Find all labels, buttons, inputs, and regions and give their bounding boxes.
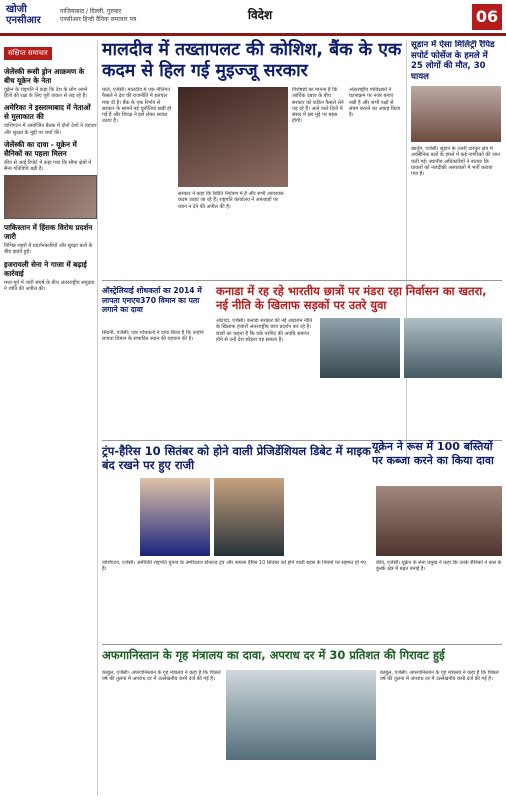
brief-headline: जेलेंस्की रूसी ड्रोन आक्रमण के बीच यूक्रेन के नेता [4, 67, 85, 85]
sudan-photo [411, 86, 501, 142]
brief-headline: पाकिस्तान में हिंसक विरोध प्रदर्शन जारी [4, 223, 93, 242]
maldives-photo [178, 87, 288, 187]
canada-photo-1 [320, 318, 400, 378]
ukraine-photo [376, 486, 502, 556]
section-divider [102, 644, 502, 645]
brief-headline: इजरायली सेना ने गाजा में बढ़ाई कार्रवाई [4, 259, 87, 278]
afghan-text: काबुल, एजेंसी। अफगानिस्तान के गृह मंत्रालय ने कहा है कि पिछले वर्ष की तुलना में अपराध दर में उल्लेखनीय कमी दर्ज की गई है। [102, 670, 221, 683]
afghan-text-2: काबुल, एजेंसी। अफगानिस्तान के गृह मंत्रालय ने कहा है कि पिछले वर्ष की तुलना में अपराध दर में उल्लेखनीय कमी दर्ज की गई है। [380, 670, 499, 683]
canada-headline: कनाडा में रह रहे भारतीय छात्रों पर मंडरा रहा निर्वासन का खतरा, नई नीति के खिलाफ सड़कों पर उतरे युवा [216, 284, 487, 312]
date-line: गाजियाबाद / दिल्ली, गुरुवार [60, 8, 122, 15]
mh370-headline: ऑस्ट्रेलियाई शोधकर्ता का 2014 में लापता एमएच370 विमान का पता लगाने का दावा [102, 286, 202, 314]
brief-photo [4, 175, 97, 219]
maldives-story [102, 40, 402, 210]
brand-logo [6, 4, 58, 30]
maldives-headline: मालदीव में तख्तापलट की कोशिश, बैंक के एक कदम से हिल गई मुइज्जू सरकार [102, 40, 402, 81]
brief-text: विभिन्न शहरों में प्रदर्शनकारियों और सुरक्षा बलों के बीच झड़पें हुईं। [4, 243, 93, 256]
trump-photo [140, 478, 210, 556]
maldives-col-3: विशेषज्ञों का मानना है कि आर्थिक दबाव के बीच सरकार को कठिन फैसले लेने पड़ रहे हैं। आने वाले दिनों में संसद में इस मुद्दे पर बहस होगी। [292, 87, 344, 125]
sudan-story [406, 40, 502, 460]
ukraine-text: कीव, एजेंसी। यूक्रेन के सेना प्रमुख ने कहा कि उनके सैनिकों ने रूस के कुर्स्क क्षेत्र में बढ़त बनाई है। [376, 560, 502, 573]
brief-headline: अमेरिका ने इस्लामाबाद में नेताओं से मुलाकात की [4, 103, 91, 122]
brief-headline: जेलेंस्की का दावा - यूक्रेन में सैनिकों का पहला मिलन [4, 139, 77, 158]
sudan-text: खार्तूम, एजेंसी। सूडान के उत्तरी दारफुर क्षेत्र में अर्धसैनिक बलों के हमले में कई नागरिकों की जान चली गई। स्थानीय अधिकारियों ने बताया कि घायलों को नजदीकी अस्पतालों में भर्ती कराया गया है। [411, 146, 500, 178]
ukraine-headline: यूक्रेन ने रूस में 100 बस्तियों पर कब्जा करने का किया दावा [372, 440, 494, 467]
briefs-tag: संक्षिप्त समाचार [4, 47, 52, 60]
brief-text: मध्य-पूर्व में जारी संघर्ष के बीच अंतरराष्ट्रीय समुदाय ने शांति की अपील की। [4, 279, 95, 292]
canada-photo-2 [404, 318, 502, 378]
section-title: विदेश [247, 8, 273, 22]
afghan-photo [226, 670, 376, 760]
section-divider [102, 280, 502, 281]
afghan-headline: अफगानिस्तान के गृह मंत्रालय का दावा, अपराध दर में 30 प्रतिशत की गिरावट हुई [102, 648, 445, 662]
masthead-meta [60, 8, 210, 24]
brief-text: कीव से आई रिपोर्ट में कहा गया कि सीमा क्षेत्रों में सैन्य गतिविधि बढ़ी है। [4, 159, 92, 173]
page-number: 06 [472, 4, 502, 30]
maldives-col-2: सरकार ने कहा कि स्थिति नियंत्रण में है और सभी आवश्यक कदम उठाए जा रहे हैं। राष्ट्रपति कार्यालय ने अफवाहों पर ध्यान न देने की अपील की है। [178, 191, 284, 210]
paper-tagline: एनसीआर हिन्दी दैनिक समाचार पत्र [60, 16, 137, 23]
maldives-col-4: अंतरराष्ट्रीय पर्यवेक्षकों ने घटनाक्रम पर नजर बनाए रखी है और सभी पक्षों से संयम बरतने का आग्रह किया है। [349, 87, 401, 119]
harris-photo [214, 478, 284, 556]
canada-text: ओटावा, एजेंसी। कनाडा सरकार की नई आव्रजन नीति के खिलाफ हजारों अंतरराष्ट्रीय छात्र प्रदर्शन कर रहे हैं। छात्रों का कहना है कि वर्क परमिट की अवधि समाप्त होने से उन्हें देश छोड़ना पड़ सकता है। [216, 318, 313, 343]
brief-text: यूक्रेन के राष्ट्रपति ने कहा कि देश के लोग अपने हितों की रक्षा के लिए पूरी ताकत से लड़ रहे हैं। [4, 87, 88, 100]
sudan-headline: सूडान में ऐसा मिलिट्री रैपिड सपोर्ट फोर्सेज के हमले में 25 लोगों की मौत, 30 घायल [411, 40, 495, 82]
trump-text: वाशिंगटन, एजेंसी। अमेरिकी राष्ट्रपति चुनाव के उम्मीदवार डोनाल्ड ट्रंप और कमला हैरिस 10 सितंबर को होने वाली बहस के नियमों पर सहमत हो गए हैं। [102, 560, 367, 573]
trump-headline: ट्रंप-हैरिस 10 सितंबर को होने वाली प्रेजिडेंशियल डिबेट में माइक बंद रखने पर हुए राजी [102, 444, 371, 472]
brief-text: वाशिंगटन में आयोजित बैठक में दोनों देशों ने व्यापार और सुरक्षा के मुद्दों पर चर्चा की। [4, 123, 97, 136]
masthead [0, 0, 506, 36]
left-briefs-column [4, 40, 98, 796]
maldives-col-1: माले, एजेंसी। मालदीव में एक नीतिगत फैसले ने देश की राजनीति में हलचल मचा दी है। बैंक के एक निर्णय से सरकार के सामने नई चुनौतियां खड़ी हो गई हैं और विपक्ष ने इसे लेकर सवाल उठाए हैं। [102, 87, 172, 125]
maldives-body [102, 87, 402, 282]
brand-name: खोजी एनसीआर [6, 4, 41, 26]
mh370-text: सिडनी, एजेंसी। एक शोधकर्ता ने दावा किया है कि उन्होंने लापता विमान के संभावित स्थान की पहचान की है। [102, 330, 204, 343]
